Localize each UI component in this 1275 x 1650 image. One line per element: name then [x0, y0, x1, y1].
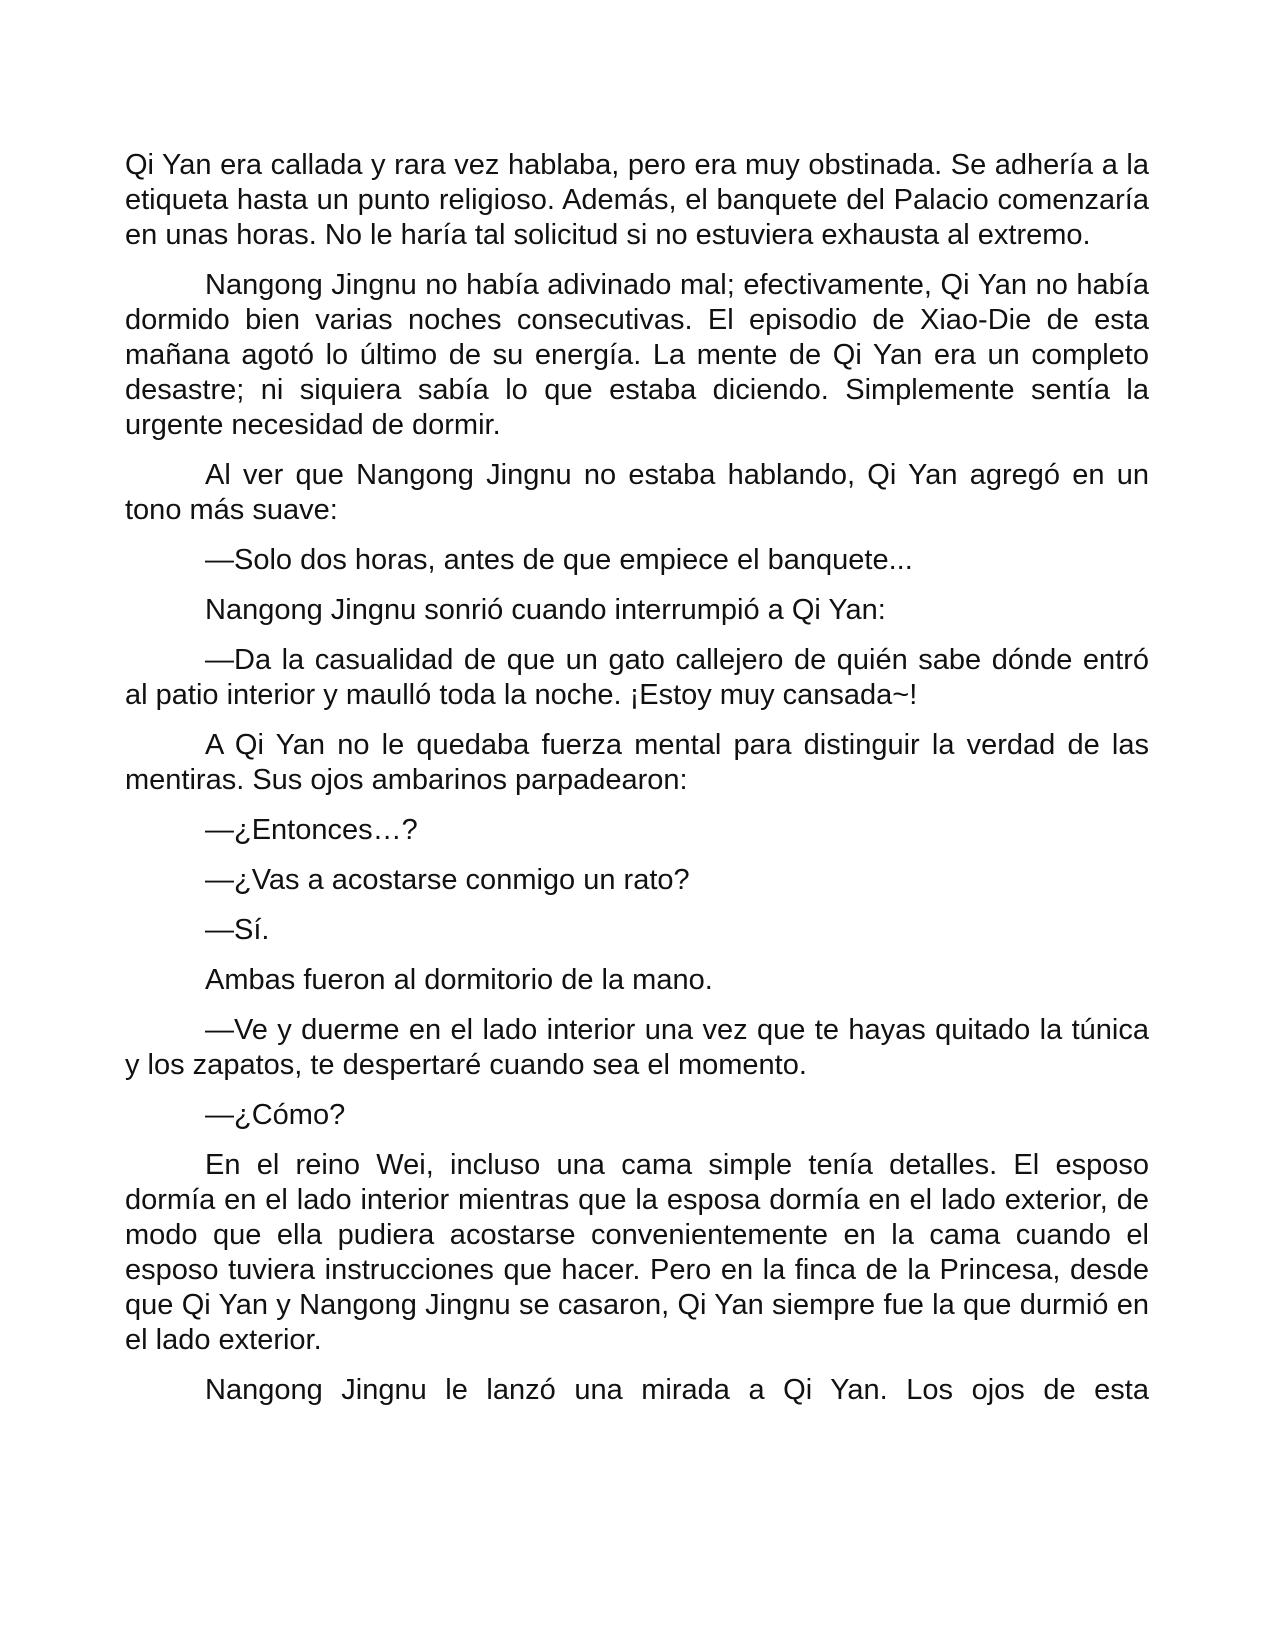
paragraph-3: Al ver que Nangong Jingnu no estaba hablando, Qi Yan agregó en un tono más suave:: [125, 459, 1149, 526]
dialogue-line-5: —Sí.: [205, 914, 270, 946]
dialogue-line-6: —Ve y duerme en el lado interior una vez que te hayas quitado la túnica y los zapatos, te despertaré cuando sea el momento.: [125, 1014, 1149, 1081]
paragraph-7: En el reino Wei, incluso una cama simple tenía detalles. El esposo dormía en el lado interior mientras que la esposa dormía en el lado exterior, de modo que ella pudiera acostarse convenientemente en la cama cuando el esposo tuviera instrucciones que hacer. Pero en la finca de la Princesa, desde que Qi Yan y Nangong Jingnu se casaron, Qi Yan siempre fue la que durmió en el lado exterior.: [125, 1149, 1149, 1356]
dialogue-line-7: —¿Cómo?: [205, 1099, 346, 1131]
dialogue-line-1: —Solo dos horas, antes de que empiece el banquete...: [205, 544, 913, 576]
paragraph-2: Nangong Jingnu no había adivinado mal; efectivamente, Qi Yan no había dormido bien varias noches consecutivas. El episodio de Xiao-Die de esta mañana agotó lo último de su energía. La mente de Qi Yan era un completo desastre; ni siquiera sabía lo que estaba diciendo. Simplemente sentía la urgente necesidad de dormir.: [125, 269, 1149, 441]
paragraph-1: Qi Yan era callada y rara vez hablaba, pero era muy obstinada. Se adhería a la etiqueta hasta un punto religioso. Además, el banquete del Palacio comenzaría en unas horas. No le haría tal solicitud si no estuviera exhausta al extremo.: [125, 149, 1149, 251]
dialogue-line-3: —¿Entonces…?: [205, 814, 418, 846]
body-text: [125, 148, 1149, 1423]
paragraph-4: Nangong Jingnu sonrió cuando interrumpió a Qi Yan:: [205, 594, 886, 626]
paragraph-5: A Qi Yan no le quedaba fuerza mental para distinguir la verdad de las mentiras. Sus ojos ambarinos parpadearon:: [125, 729, 1149, 796]
dialogue-line-2: —Da la casualidad de que un gato callejero de quién sabe dónde entró al patio interior y maulló toda la noche. ¡Estoy muy cansada~!: [125, 644, 1149, 711]
paragraph-8: Nangong Jingnu le lanzó una mirada a Qi Yan. Los ojos de esta: [205, 1374, 1149, 1406]
dialogue-line-4: —¿Vas a acostarse conmigo un rato?: [205, 864, 690, 896]
paragraph-6: Ambas fueron al dormitorio de la mano.: [205, 964, 713, 996]
